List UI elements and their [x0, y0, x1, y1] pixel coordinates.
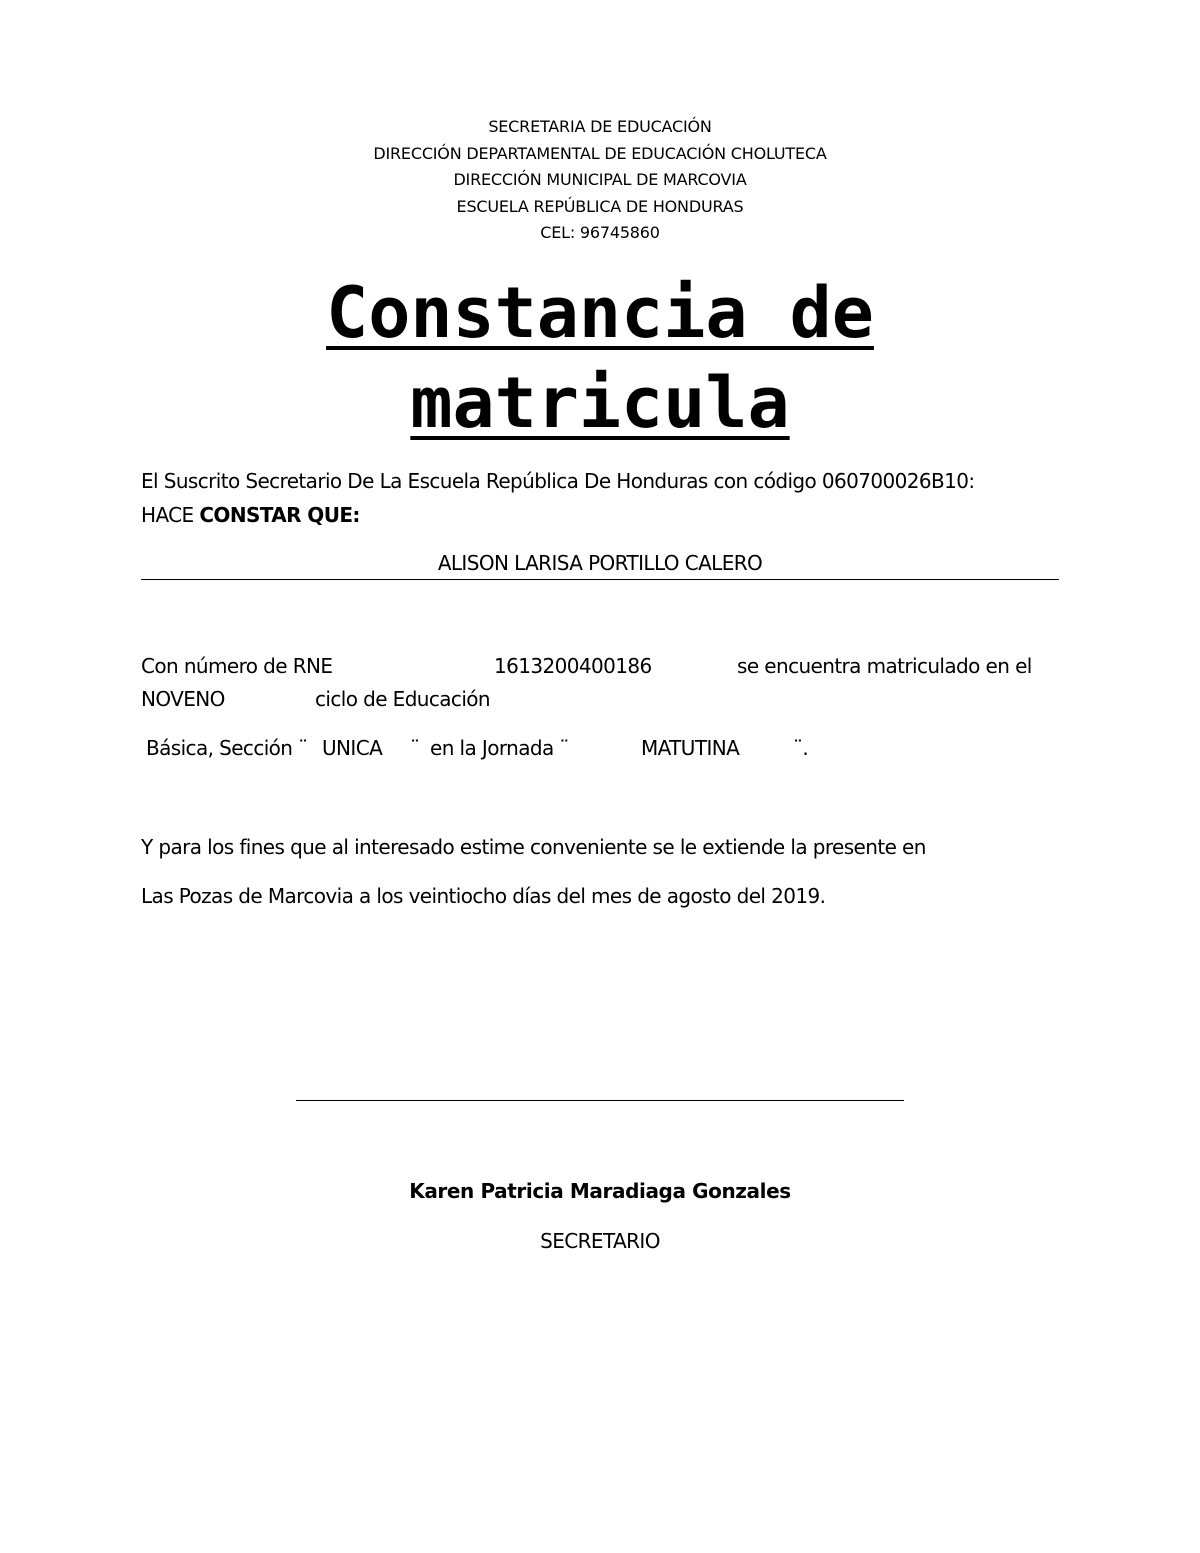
document-title-line2: matricula	[410, 362, 790, 444]
grade-value: NOVENO	[141, 687, 225, 711]
header-line-secretaria: SECRETARIA DE EDUCACIÓN	[488, 117, 712, 136]
header-line-direccion-municipal: DIRECCIÓN MUNICIPAL DE MARCOVIA	[453, 170, 747, 189]
intro-text: El Suscrito Secretario De La Escuela República De Honduras con código 060700026B10:	[141, 469, 975, 493]
section-value: UNICA	[322, 736, 383, 760]
signer-name: Karen Patricia Maradiaga Gonzales	[409, 1179, 791, 1203]
rne-value: 1613200400186	[494, 654, 652, 678]
matriculado-text: se encuentra matriculado en el	[737, 654, 1032, 678]
header-line-direccion-departamental: DIRECCIÓN DEPARTAMENTAL DE EDUCACIÓN CHOLUTECA	[373, 144, 827, 163]
jornada-label: en la Jornada ¨	[430, 736, 569, 760]
constar-que-label: CONSTAR QUE:	[199, 503, 360, 527]
section-quote-close: ¨	[410, 736, 420, 760]
shift-value: MATUTINA	[641, 736, 740, 760]
header-line-escuela: ESCUELA REPÚBLICA DE HONDURAS	[456, 197, 744, 216]
signature-line	[296, 1100, 904, 1101]
rne-label: Con número de RNE	[141, 654, 333, 678]
basica-seccion-label: Básica, Sección ¨	[146, 736, 308, 760]
student-name-underline	[141, 579, 1059, 580]
hace-constar	[141, 502, 360, 528]
closing-line1: Y para los fines que al interesado estime conveniente se le extiende la presente en	[141, 835, 926, 859]
closing-line2: Las Pozas de Marcovia a los veintiocho días del mes de agosto del 2019.	[141, 884, 826, 908]
document-title-line1: Constancia de	[326, 272, 874, 354]
shift-quote-close: ¨.	[793, 736, 809, 760]
hace-label: HACE	[141, 503, 200, 527]
ciclo-text: ciclo de Educación	[315, 687, 490, 711]
header-line-phone: CEL: 96745860	[540, 223, 660, 242]
student-name: ALISON LARISA PORTILLO CALERO	[437, 551, 763, 575]
signer-role: SECRETARIO	[540, 1229, 660, 1253]
